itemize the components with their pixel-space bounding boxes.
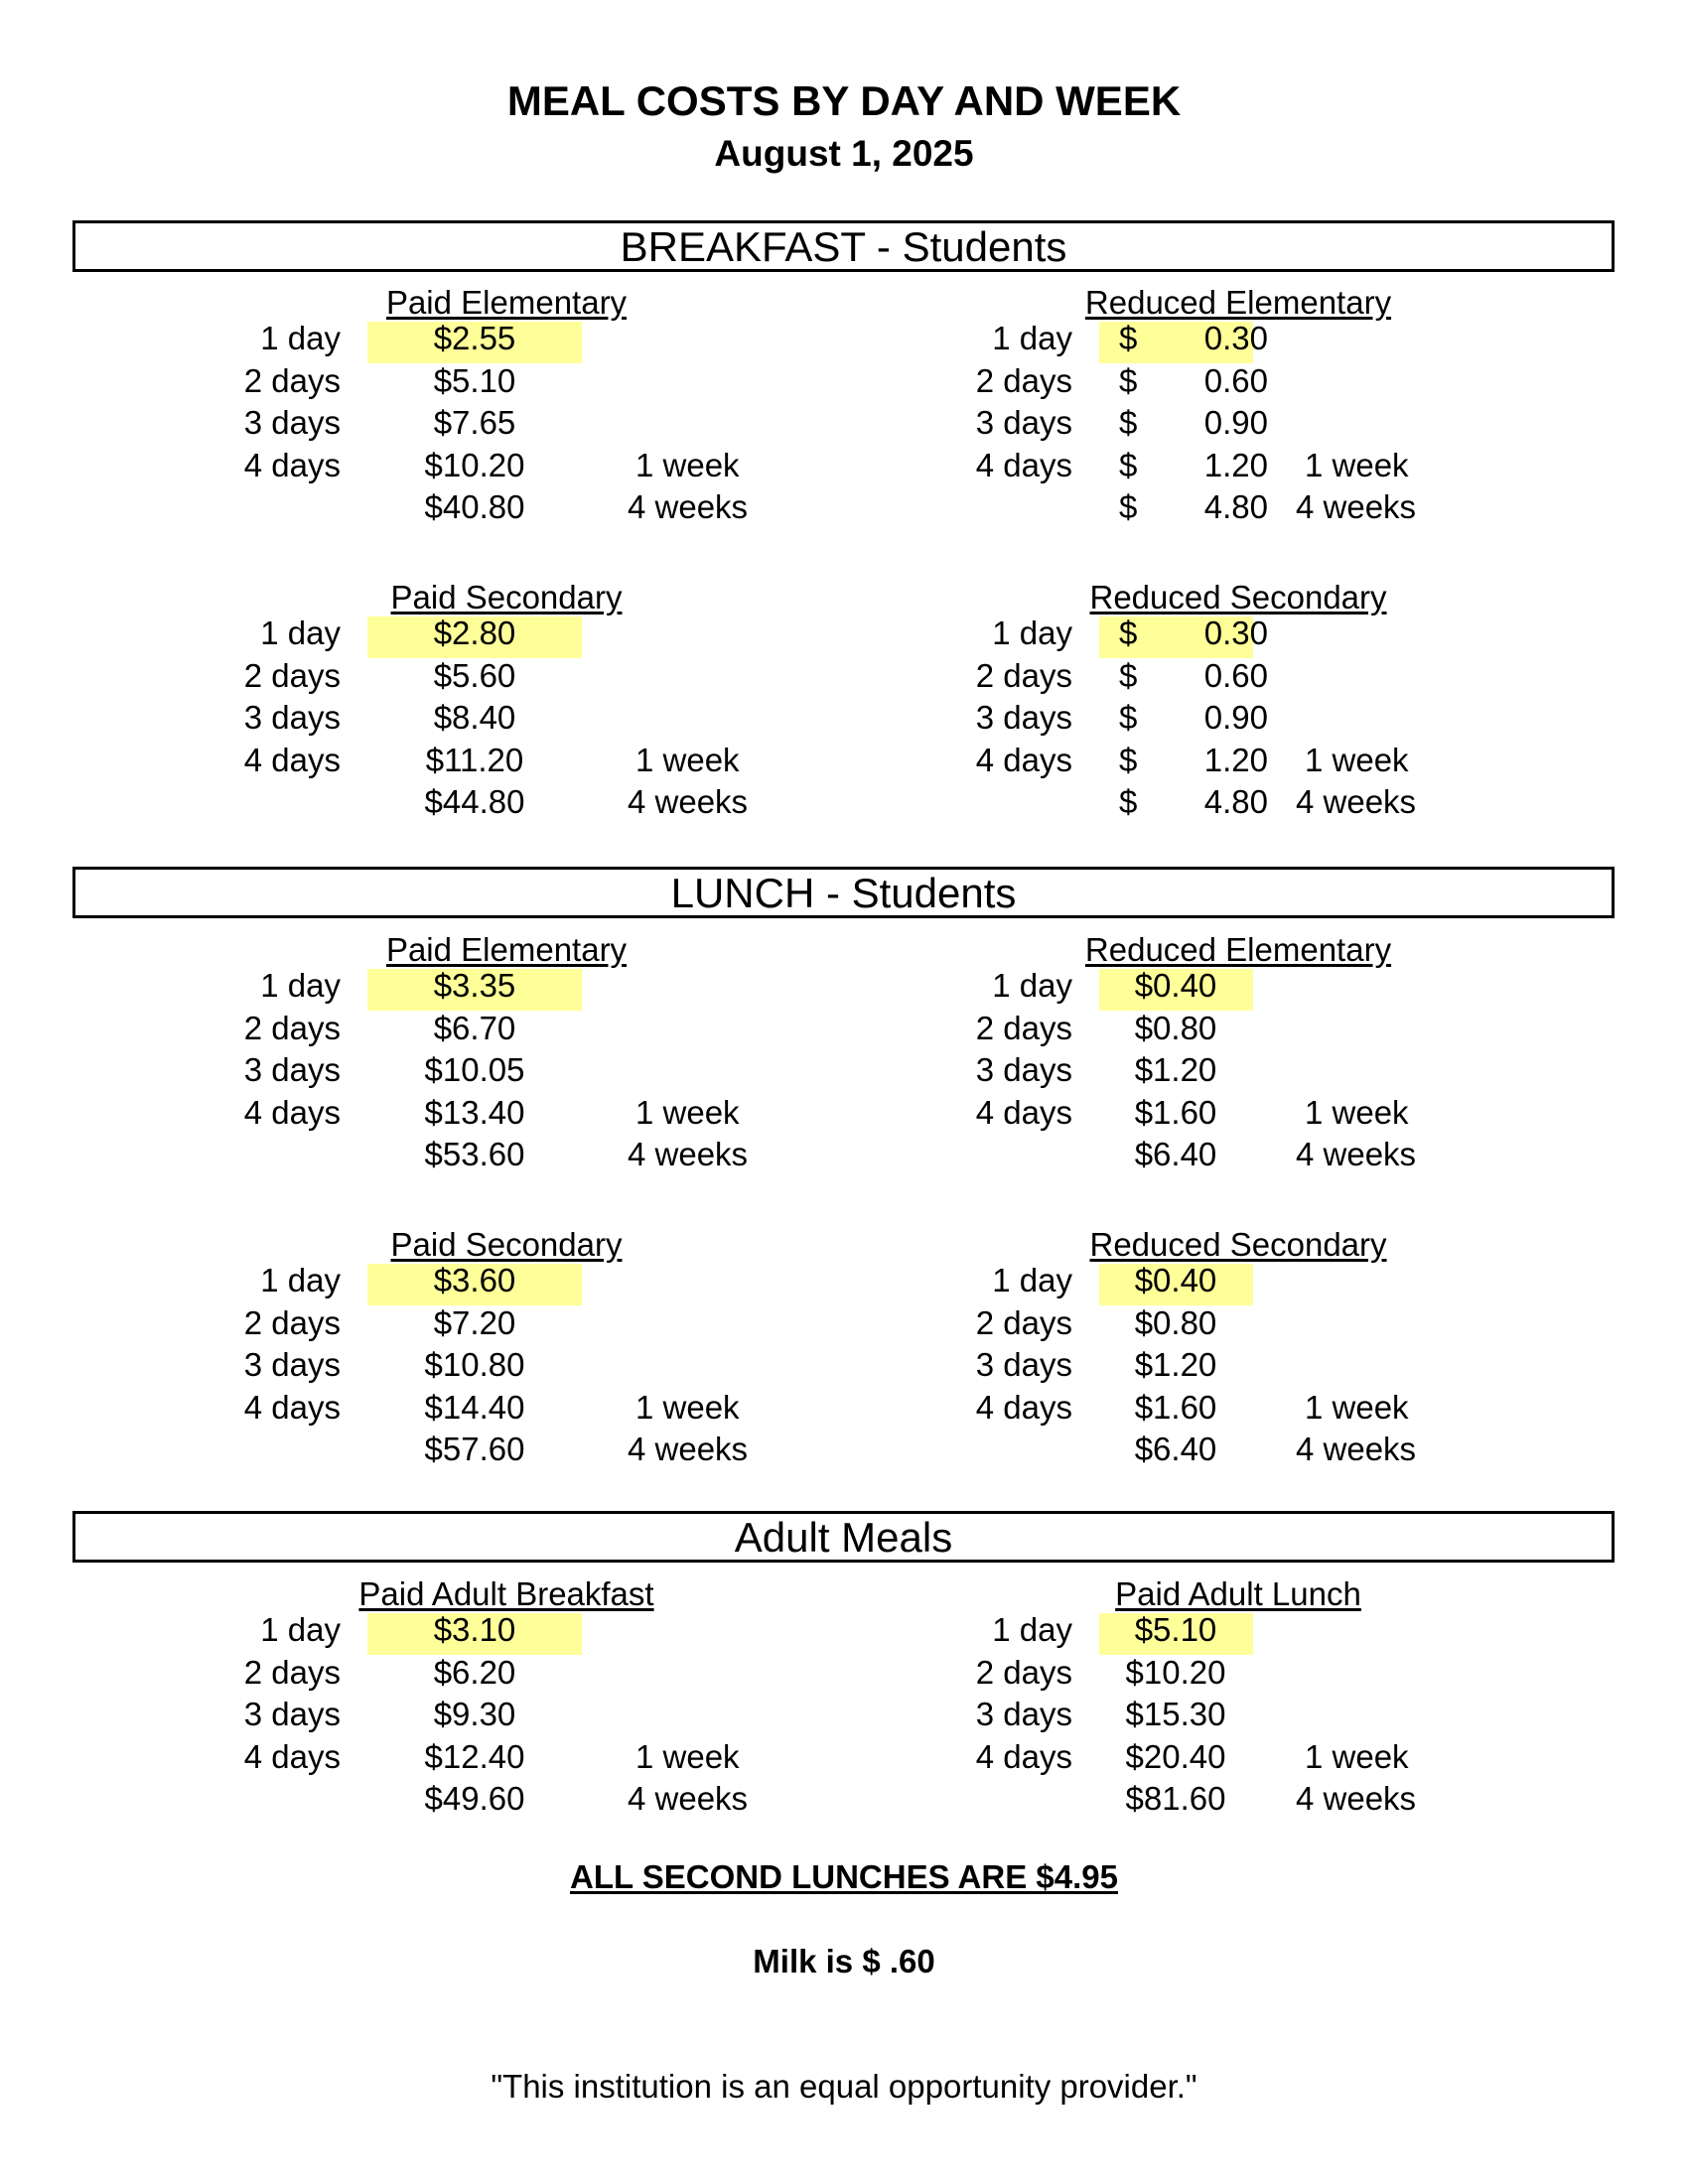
- four-weeks-label: 4 weeks: [628, 783, 749, 820]
- week-label: 1 week: [1305, 1737, 1409, 1775]
- price-amount: $10.80: [424, 1346, 525, 1383]
- day-label: 4 days: [975, 446, 1072, 483]
- group-heading: Reduced Secondary: [1089, 579, 1387, 615]
- price-amount: $8.40: [433, 699, 516, 736]
- price-amount: $49.60: [424, 1780, 525, 1817]
- price-amount: $5.10: [433, 361, 516, 399]
- day-label: 4 days: [243, 1093, 341, 1131]
- day-label: 2 days: [243, 656, 341, 694]
- day-label: 4 days: [975, 741, 1072, 778]
- group-heading: Reduced Elementary: [1084, 931, 1392, 968]
- price-amount: 4.80: [1203, 783, 1268, 820]
- price-amount: $15.30: [1125, 1696, 1226, 1732]
- price-amount: $13.40: [424, 1093, 525, 1131]
- four-weeks-label: 4 weeks: [628, 1780, 749, 1817]
- week-label: 1 week: [635, 1093, 740, 1131]
- price-amount: $10.20: [1125, 1653, 1226, 1691]
- price-amount: $5.60: [433, 656, 516, 694]
- dollar-sign: $: [1119, 614, 1138, 651]
- day-label: 1 day: [260, 614, 341, 651]
- four-weeks-label: 4 weeks: [628, 1431, 749, 1467]
- day-label: 4 days: [975, 1093, 1072, 1131]
- section-heading: LUNCH - Students: [72, 867, 1615, 918]
- price-amount: 1.20: [1203, 741, 1268, 778]
- day-label: 1 day: [260, 320, 341, 356]
- day-label: 3 days: [975, 1696, 1072, 1732]
- day-label: 4 days: [243, 741, 341, 778]
- dollar-sign: $: [1119, 656, 1138, 694]
- price-amount: $10.05: [424, 1051, 525, 1088]
- group-heading: Paid Elementary: [385, 931, 628, 968]
- price-amount: 0.60: [1203, 361, 1268, 399]
- price-amount: $1.60: [1134, 1093, 1217, 1131]
- day-label: 3 days: [975, 699, 1072, 736]
- price-amount: $6.70: [433, 1009, 516, 1046]
- day-label: 1 day: [992, 967, 1072, 1004]
- dollar-sign: $: [1119, 446, 1138, 483]
- equal-opportunity-statement: "This institution is an equal opportunity provider.": [491, 2068, 1197, 2105]
- day-label: 3 days: [975, 1346, 1072, 1383]
- day-label: 2 days: [243, 1653, 341, 1691]
- price-amount: $12.40: [424, 1737, 525, 1775]
- price-amount: $6.40: [1134, 1136, 1217, 1172]
- day-label: 3 days: [975, 1051, 1072, 1088]
- day-label: 2 days: [975, 1653, 1072, 1691]
- four-weeks-label: 4 weeks: [628, 1136, 749, 1172]
- price-amount: $3.35: [433, 967, 516, 1004]
- price-amount: 0.30: [1203, 320, 1268, 356]
- group-heading: Paid Adult Breakfast: [358, 1575, 654, 1612]
- day-label: 4 days: [243, 446, 341, 483]
- four-weeks-label: 4 weeks: [1296, 1136, 1417, 1172]
- dollar-sign: $: [1119, 699, 1138, 736]
- four-weeks-label: 4 weeks: [1296, 1780, 1417, 1817]
- day-label: 1 day: [260, 1611, 341, 1648]
- day-label: 3 days: [243, 404, 341, 441]
- price-amount: 1.20: [1203, 446, 1268, 483]
- group-heading: Reduced Elementary: [1084, 284, 1392, 321]
- day-label: 2 days: [243, 1303, 341, 1341]
- price-amount: $9.30: [433, 1696, 516, 1732]
- price-amount: $0.80: [1134, 1009, 1217, 1046]
- day-label: 1 day: [992, 614, 1072, 651]
- group-heading: Paid Secondary: [390, 579, 623, 615]
- day-label: 4 days: [975, 1388, 1072, 1426]
- day-label: 3 days: [975, 404, 1072, 441]
- week-label: 1 week: [1305, 1388, 1409, 1426]
- four-weeks-label: 4 weeks: [628, 488, 749, 525]
- price-amount: $2.80: [433, 614, 516, 651]
- second-lunch-note: ALL SECOND LUNCHES ARE $4.95: [570, 1858, 1118, 1895]
- price-amount: $44.80: [424, 783, 525, 820]
- week-label: 1 week: [635, 1388, 740, 1426]
- day-label: 3 days: [243, 699, 341, 736]
- dollar-sign: $: [1119, 488, 1138, 525]
- four-weeks-label: 4 weeks: [1296, 488, 1417, 525]
- day-label: 2 days: [243, 1009, 341, 1046]
- four-weeks-label: 4 weeks: [1296, 783, 1417, 820]
- price-amount: 0.90: [1203, 404, 1268, 441]
- four-weeks-label: 4 weeks: [1296, 1431, 1417, 1467]
- day-label: 3 days: [243, 1346, 341, 1383]
- price-amount: $14.40: [424, 1388, 525, 1426]
- dollar-sign: $: [1119, 783, 1138, 820]
- page-title: MEAL COSTS BY DAY AND WEEK: [506, 77, 1182, 124]
- price-amount: $3.10: [433, 1611, 516, 1648]
- price-amount: 4.80: [1203, 488, 1268, 525]
- price-amount: $7.20: [433, 1303, 516, 1341]
- price-amount: $11.20: [425, 741, 524, 778]
- price-amount: $57.60: [424, 1431, 525, 1467]
- week-label: 1 week: [635, 1737, 740, 1775]
- group-heading: Paid Secondary: [390, 1226, 623, 1263]
- dollar-sign: $: [1119, 320, 1138, 356]
- price-amount: $5.10: [1134, 1611, 1217, 1648]
- price-amount: 0.30: [1203, 614, 1268, 651]
- section-heading: BREAKFAST - Students: [72, 220, 1615, 272]
- price-amount: $7.65: [433, 404, 516, 441]
- group-heading: Paid Adult Lunch: [1115, 1575, 1361, 1612]
- group-heading: Paid Elementary: [385, 284, 628, 321]
- price-amount: $0.40: [1134, 1262, 1217, 1298]
- day-label: 4 days: [975, 1737, 1072, 1775]
- day-label: 2 days: [975, 1303, 1072, 1341]
- price-amount: $6.40: [1134, 1431, 1217, 1467]
- day-label: 2 days: [975, 1009, 1072, 1046]
- price-amount: $10.20: [424, 446, 525, 483]
- page-date: August 1, 2025: [714, 133, 974, 174]
- week-label: 1 week: [635, 446, 740, 483]
- price-amount: 0.60: [1203, 656, 1268, 694]
- day-label: 3 days: [243, 1051, 341, 1088]
- day-label: 4 days: [243, 1737, 341, 1775]
- price-amount: 0.90: [1203, 699, 1268, 736]
- price-amount: $6.20: [433, 1653, 516, 1691]
- price-amount: $20.40: [1125, 1737, 1226, 1775]
- price-amount: $53.60: [424, 1136, 525, 1172]
- day-label: 1 day: [260, 1262, 341, 1298]
- price-amount: $2.55: [433, 320, 516, 356]
- day-label: 1 day: [992, 320, 1072, 356]
- day-label: 2 days: [243, 361, 341, 399]
- price-amount: $3.60: [433, 1262, 516, 1298]
- price-amount: $1.20: [1134, 1346, 1217, 1383]
- price-amount: $0.40: [1134, 967, 1217, 1004]
- day-label: 4 days: [243, 1388, 341, 1426]
- day-label: 2 days: [975, 361, 1072, 399]
- day-label: 1 day: [260, 967, 341, 1004]
- price-amount: $0.80: [1134, 1303, 1217, 1341]
- week-label: 1 week: [1305, 1093, 1409, 1131]
- price-amount: $40.80: [424, 488, 525, 525]
- dollar-sign: $: [1119, 361, 1138, 399]
- milk-price-note: Milk is $ .60: [753, 1943, 935, 1979]
- week-label: 1 week: [635, 741, 740, 778]
- dollar-sign: $: [1119, 404, 1138, 441]
- section-heading: Adult Meals: [72, 1511, 1615, 1563]
- group-heading: Reduced Secondary: [1089, 1226, 1387, 1263]
- week-label: 1 week: [1305, 446, 1409, 483]
- day-label: 1 day: [992, 1611, 1072, 1648]
- dollar-sign: $: [1119, 741, 1138, 778]
- day-label: 2 days: [975, 656, 1072, 694]
- price-amount: $1.60: [1134, 1388, 1217, 1426]
- price-amount: $81.60: [1125, 1780, 1226, 1817]
- day-label: 1 day: [992, 1262, 1072, 1298]
- price-amount: $1.20: [1134, 1051, 1217, 1088]
- week-label: 1 week: [1305, 741, 1409, 778]
- day-label: 3 days: [243, 1696, 341, 1732]
